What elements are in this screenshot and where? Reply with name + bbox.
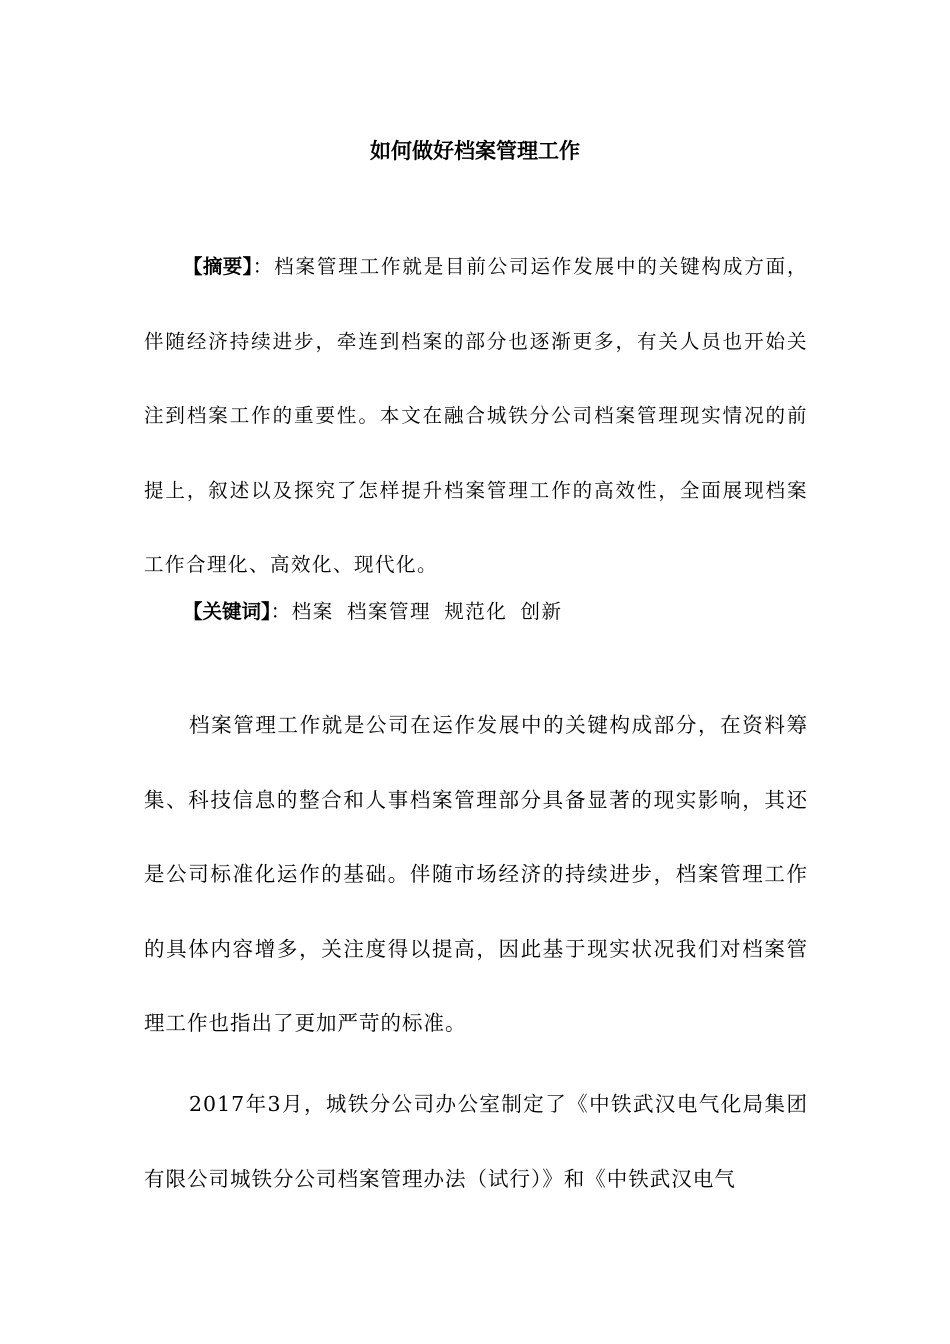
body-paragraph-text: 档案管理工作就是公司在运作发展中的关键构成部分，在资料筹集、科技信息的整合和人事档案管理部分具备显著的现实影响，其还是公司标准化运作的基础。伴随市场经济的持续进步，档案管理工作的具体内容增多，关注度得以提高，因此基于现实状况我们对档案管理工作也指出了更加严苛的标准。 (144, 713, 808, 1035)
keywords-section (144, 594, 808, 630)
keywords-text: 档案 档案管理 规范化 创新 (291, 600, 563, 623)
keywords-label: 【关键词】 (183, 600, 271, 623)
abstract-separator: ： (252, 255, 275, 278)
abstract-text: 档案管理工作就是目前公司运作发展中的关键构成方面，伴随经济持续进步，牵连到档案的部分也逐渐更多，有关人员也开始关注到档案工作的重要性。本文在融合城铁分公司档案管理现实情况的前提上，叙述以及探究了怎样提升档案管理工作的高效性，全面展现档案工作合理化、高效化、现代化。 (144, 255, 808, 576)
body-paragraph-1 (144, 688, 808, 1061)
abstract-paragraph (144, 230, 808, 603)
body-paragraph-2 (144, 1067, 808, 1216)
keywords-separator: ： (270, 600, 292, 623)
keywords-paragraph (144, 594, 808, 630)
abstract-section (144, 230, 808, 603)
abstract-label: 【摘要】 (183, 255, 253, 278)
document-title: 如何做好档案管理工作 (370, 139, 580, 163)
body-paragraph-text: 2017年3月，城铁分公司办公室制定了《中铁武汉电气化局集团有限公司城铁分公司档案管理办法（试行）》和《中铁武汉电气 (144, 1092, 808, 1191)
